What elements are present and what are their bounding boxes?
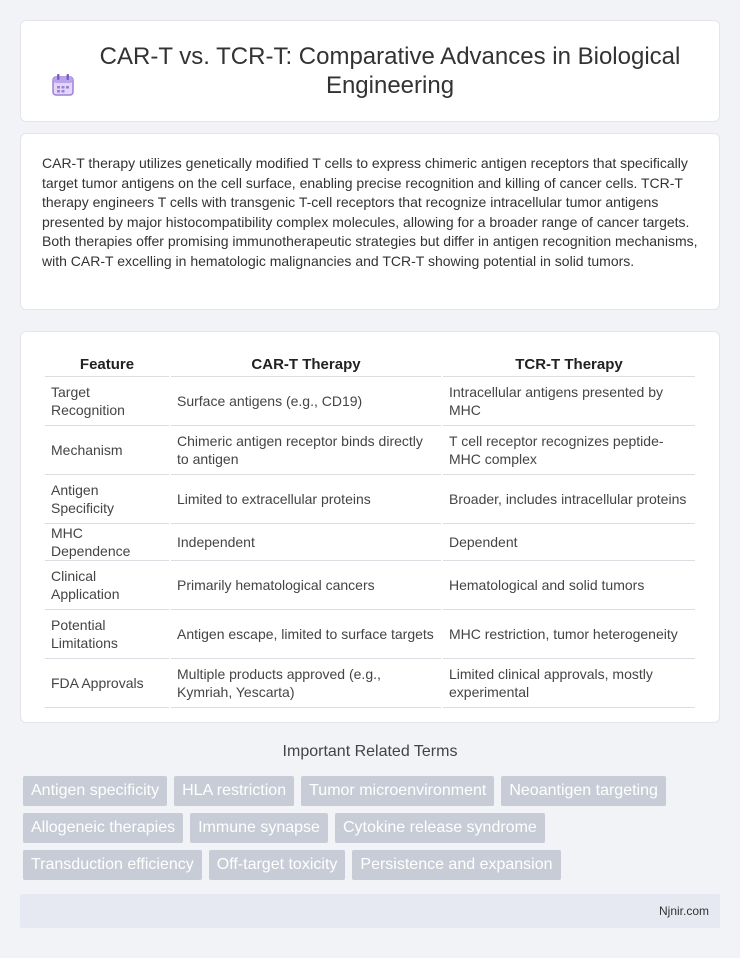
related-terms-tags bbox=[23, 776, 723, 887]
car-t-cell: Multiple products approved (e.g., Kymriah, Yescarta) bbox=[171, 659, 441, 708]
car-t-cell: Limited to extracellular proteins bbox=[171, 475, 441, 524]
column-header-tcr-t: TCR-T Therapy bbox=[443, 353, 695, 377]
tcr-t-cell: MHC restriction, tumor heterogeneity bbox=[443, 610, 695, 659]
intro-card bbox=[20, 133, 720, 310]
table-row bbox=[45, 659, 695, 708]
tag-antigen-specificity[interactable]: Antigen specificity bbox=[23, 776, 167, 806]
tcr-t-cell: T cell receptor recognizes peptide-MHC complex bbox=[443, 426, 695, 475]
footer-site-link[interactable]: Njnir.com bbox=[658, 904, 709, 918]
tag-allogeneic-therapies[interactable]: Allogeneic therapies bbox=[23, 813, 183, 843]
comparison-table-card bbox=[20, 331, 720, 723]
table-row bbox=[45, 524, 695, 561]
feature-cell: Mechanism bbox=[45, 426, 169, 475]
tag-persistence-and-expansion[interactable]: Persistence and expansion bbox=[352, 850, 560, 880]
tcr-t-cell: Broader, includes intracellular proteins bbox=[443, 475, 695, 524]
car-t-cell: Independent bbox=[171, 524, 441, 561]
tag-tumor-microenvironment[interactable]: Tumor microenvironment bbox=[301, 776, 494, 806]
column-header-car-t: CAR-T Therapy bbox=[171, 353, 441, 377]
tag-cytokine-release-syndrome[interactable]: Cytokine release syndrome bbox=[335, 813, 545, 843]
feature-cell: FDA Approvals bbox=[45, 659, 169, 708]
car-t-cell: Primarily hematological cancers bbox=[171, 561, 441, 610]
footer bbox=[20, 894, 720, 928]
intro-paragraph: CAR-T therapy utilizes genetically modified T cells to express chimeric antigen receptors that specifically target tumor antigens on the cell surface, enabling precise recognition and killing of cancer cells. TCR-T therapy engineers T cells with transgenic T-cell receptors that recognize intracellular tumor antigens presented by major histocompatibility complex molecules, allowing for a broader range of cancer targets. Both therapies offer promising immunotherapeutic strategies but differ in antigen recognition mechanisms, with CAR-T excelling in hematologic malignancies and TCR-T showing potential in solid tumors. bbox=[42, 155, 698, 269]
comparison-table bbox=[43, 353, 697, 708]
table-header-row bbox=[45, 353, 695, 377]
feature-cell: Target Recognition bbox=[45, 377, 169, 426]
tag-off-target-toxicity[interactable]: Off-target toxicity bbox=[209, 850, 346, 880]
column-header-feature: Feature bbox=[45, 353, 169, 377]
car-t-cell: Antigen escape, limited to surface targets bbox=[171, 610, 441, 659]
feature-cell: Potential Limitations bbox=[45, 610, 169, 659]
tag-immune-synapse[interactable]: Immune synapse bbox=[190, 813, 328, 843]
car-t-cell: Chimeric antigen receptor binds directly to antigen bbox=[171, 426, 441, 475]
car-t-cell: Surface antigens (e.g., CD19) bbox=[171, 377, 441, 426]
table-row bbox=[45, 610, 695, 659]
tag-neoantigen-targeting[interactable]: Neoantigen targeting bbox=[501, 776, 666, 806]
tcr-t-cell: Limited clinical approvals, mostly experimental bbox=[443, 659, 695, 708]
feature-cell: Antigen Specificity bbox=[45, 475, 169, 524]
calendar-icon bbox=[50, 72, 76, 98]
tcr-t-cell: Intracellular antigens presented by MHC bbox=[443, 377, 695, 426]
table-row bbox=[45, 561, 695, 610]
title-card bbox=[20, 20, 720, 122]
tag-hla-restriction[interactable]: HLA restriction bbox=[174, 776, 294, 806]
table-row bbox=[45, 475, 695, 524]
tag-transduction-efficiency[interactable]: Transduction efficiency bbox=[23, 850, 202, 880]
feature-cell: MHC Dependence bbox=[45, 524, 169, 561]
tcr-t-cell: Hematological and solid tumors bbox=[443, 561, 695, 610]
feature-cell: Clinical Application bbox=[45, 561, 169, 610]
table-row bbox=[45, 426, 695, 475]
related-terms-heading: Important Related Terms bbox=[282, 743, 458, 760]
page-title: CAR-T vs. TCR-T: Comparative Advances in Biological Engineering bbox=[99, 43, 681, 99]
tcr-t-cell: Dependent bbox=[443, 524, 695, 561]
table-row bbox=[45, 377, 695, 426]
